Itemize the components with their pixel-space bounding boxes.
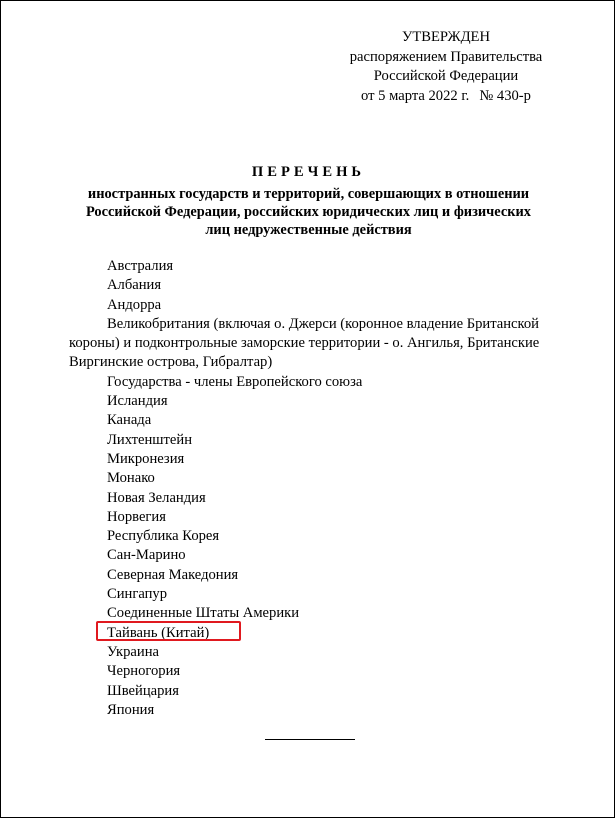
approval-stamp	[331, 28, 561, 106]
approval-date-number	[331, 87, 561, 107]
list-item: Австралия	[107, 258, 174, 274]
list-item: Япония	[107, 701, 155, 718]
list-item: Монако	[107, 470, 155, 487]
list-item: Новая Зеландия	[107, 489, 206, 506]
list-item: Лихтенштейн	[107, 431, 193, 448]
list-item-great-britain: Великобритания (включая о. Джерси (коронное владение Британской короны) и подконтрольные заморские территории - о. Ангилья, Британские Виргинские острова, Гибралтар)	[69, 315, 540, 371]
list-item: Государства - члены Европейского союза	[107, 373, 363, 390]
list-item: Республика Корея	[107, 528, 220, 545]
list-item: Андорра	[107, 296, 162, 313]
approval-date: от 5 марта 2022 г.	[361, 87, 470, 104]
list-item: Соединенные Штаты Америки	[107, 605, 300, 622]
list-item: Черногория	[107, 663, 181, 680]
list-item: Северная Македония	[107, 566, 239, 583]
approval-authority-country: Российской Федерации	[373, 68, 519, 84]
subtitle-line: иностранных государств и территорий, совершающих в отношении	[87, 186, 530, 202]
subtitle-line: лиц недружественные действия	[205, 222, 412, 238]
highlight-box	[96, 621, 241, 641]
document-subtitle	[1, 185, 615, 239]
list-item: Швейцария	[107, 682, 179, 699]
list-item: Албания	[107, 277, 162, 294]
list-item: Канада	[107, 412, 152, 429]
list-item: Микронезия	[107, 450, 185, 467]
list-item: Украина	[107, 643, 160, 660]
document-title: ПЕРЕЧЕНЬ	[251, 164, 366, 180]
list-item: Норвегия	[107, 508, 166, 525]
approval-heading: УТВЕРЖДЕН	[402, 29, 490, 45]
approval-authority: распоряжением Правительства	[349, 48, 543, 65]
country-list	[69, 257, 569, 720]
list-item: Сан-Марино	[107, 547, 186, 564]
list-item-taiwan: Тайвань (Китай)	[107, 624, 210, 641]
list-item: Сингапур	[107, 586, 168, 603]
list-item: Исландия	[107, 393, 168, 410]
end-divider	[265, 739, 355, 740]
subtitle-line: Российской Федерации, российских юридических лиц и физических	[86, 204, 531, 220]
approval-number: № 430-р	[479, 87, 531, 104]
